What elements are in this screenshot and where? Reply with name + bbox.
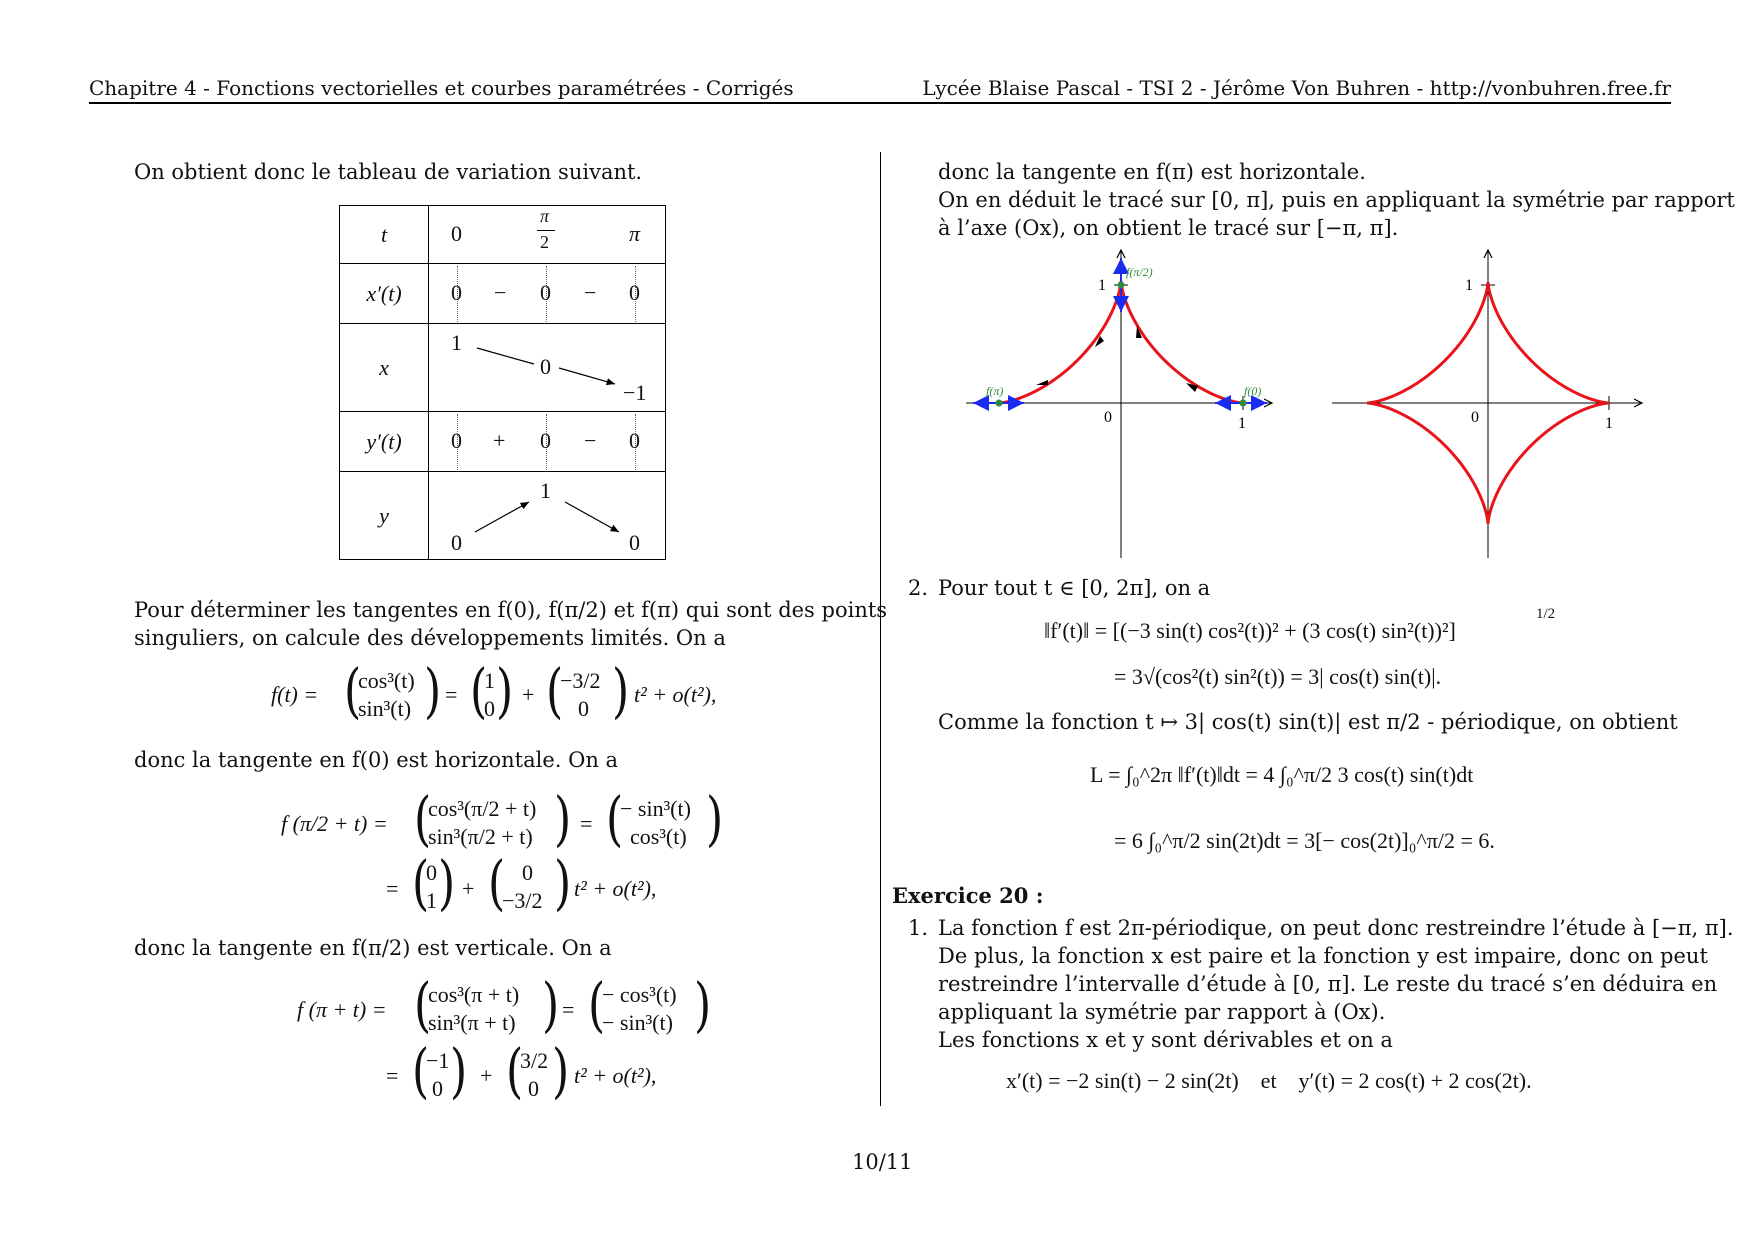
ex20-line2: De plus, la fonction x est paire et la fonction y est impaire, donc on peut	[938, 944, 1708, 968]
vec-bot: sin³(t)	[358, 696, 412, 721]
paren-right: )	[552, 1036, 570, 1106]
yp-val: 0	[629, 428, 640, 453]
paren-right: )	[450, 1036, 468, 1106]
derivative-eq: x′(t) = −2 sin(t) − 2 sin(2t) et y′(t) = 2 cos(t) + 2 cos(2t).	[1006, 1068, 1532, 1093]
eq3-vector-2	[588, 970, 712, 1040]
fig2-label-y1: 1	[1465, 277, 1473, 294]
paren-left: (	[506, 1036, 524, 1106]
eq2-vector-2	[606, 784, 724, 854]
figure-full-astroid	[1328, 240, 1648, 560]
table-row-label-yp: y′(t)	[366, 428, 402, 454]
x-start: 1	[451, 330, 462, 355]
eq3-plus: +	[480, 1063, 493, 1088]
paren-right: )	[706, 784, 724, 854]
eq3-equals: =	[562, 997, 575, 1022]
eq2-vector-3	[412, 848, 456, 918]
eq1-equals: =	[445, 682, 458, 707]
yp-sign: −	[584, 428, 597, 453]
x-arrows	[429, 324, 665, 412]
increase-arrow	[475, 502, 529, 532]
fig1-label-x0: 0	[1104, 409, 1112, 426]
paren-right: )	[612, 656, 630, 726]
vec-top: − cos³(t)	[602, 982, 677, 1007]
table-row-label-y: y	[379, 502, 389, 528]
fig2-label-x1: 1	[1605, 415, 1613, 432]
norm-exp: 1/2	[1536, 606, 1556, 622]
eq1-lhs: f(t) =	[271, 682, 319, 707]
exercise-20-title: Exercice 20 :	[892, 883, 1044, 908]
xp-sign: −	[584, 280, 597, 305]
ex20-line5: Les fonctions x et y sont dérivables et on a	[938, 1028, 1393, 1052]
paren-right: )	[542, 970, 560, 1040]
vec-bot: 0	[432, 1076, 443, 1101]
point-fpi	[996, 400, 1003, 407]
xp-val: 0	[451, 280, 462, 305]
paren-left: (	[414, 970, 432, 1040]
eq1-vector-3	[546, 656, 630, 726]
fig1-label-y1: 1	[1098, 277, 1106, 294]
eq2-equals: =	[580, 811, 593, 836]
eq3-vector-4	[506, 1036, 570, 1106]
yp-val: 0	[451, 428, 462, 453]
para1-line2: singuliers, on calcule des développements limités. On a	[134, 626, 726, 650]
ex20-line3: restreindre l’intervalle d’étude à [0, π]. Le reste du tracé s’en déduira en	[938, 972, 1718, 996]
vec-bot: 0	[578, 696, 589, 721]
yp-val: 0	[540, 428, 551, 453]
eq2-equals-2: =	[386, 876, 399, 901]
paren-right: )	[554, 848, 572, 918]
vec-top: − sin³(t)	[620, 796, 691, 821]
eq1-vector-2	[470, 656, 514, 726]
y-top: 1	[540, 478, 551, 503]
tangent-at-0: donc la tangente en f(0) est horizontale. On a	[134, 748, 619, 772]
fig1-label-x1: 1	[1238, 415, 1246, 432]
paren-left: (	[546, 656, 564, 726]
ex20-line1: La fonction f est 2π-périodique, on peut donc restreindre l’étude à [−π, π].	[938, 916, 1734, 940]
paren-left: (	[588, 970, 606, 1040]
table-t-den: 2	[540, 232, 549, 252]
table-t-num: π	[540, 206, 550, 226]
vec-bot: 0	[528, 1076, 539, 1101]
point-f0	[1240, 400, 1247, 407]
eq3-equals-2: =	[386, 1063, 399, 1088]
fraction-bar	[537, 230, 555, 231]
page-number: 10/11	[852, 1150, 913, 1174]
paren-left: (	[412, 848, 430, 918]
paren-left: (	[412, 1036, 430, 1106]
eq1-vector-1	[344, 656, 442, 726]
xp-val: 0	[629, 280, 640, 305]
vec-bot: sin³(π + t)	[428, 1010, 516, 1035]
y-left: 0	[451, 530, 462, 555]
table-row-label-x: x	[379, 354, 389, 380]
vec-top: 3/2	[520, 1048, 549, 1073]
header-left: Chapitre 4 - Fonctions vectorielles et courbes paramétrées - Corrigés	[89, 76, 794, 100]
right-line3: à l’axe (Ox), on obtient le tracé sur [−π, π].	[938, 216, 1399, 240]
paren-left: (	[470, 656, 488, 726]
decrease-arrow	[477, 348, 534, 364]
xp-sign: −	[494, 280, 507, 305]
paren-right: )	[694, 970, 712, 1040]
right-line1: donc la tangente en f(π) est horizontale.	[938, 160, 1366, 184]
direction-arrowhead	[1036, 380, 1048, 385]
column-divider	[880, 152, 881, 1106]
eq1-tail: t² + o(t²),	[634, 682, 717, 707]
fig2-label-x0: 0	[1471, 409, 1479, 426]
vec-bot: 1	[426, 888, 437, 913]
intro-text: On obtient donc le tableau de variation suivant.	[134, 160, 643, 184]
vec-top: cos³(π/2 + t)	[428, 796, 537, 821]
yp-sign: +	[493, 428, 506, 453]
paren-left: (	[414, 784, 432, 854]
header-right: Lycée Blaise Pascal - TSI 2 - Jérôme Von Buhren - http://vonbuhren.free.fr	[922, 76, 1671, 100]
vec-bot: − sin³(t)	[602, 1010, 673, 1035]
vec-bot: sin³(π/2 + t)	[428, 824, 533, 849]
norm-eq1: ‖f′(t)‖ = [(−3 sin(t) cos²(t))² + (3 cos(t) sin²(t))²]	[1044, 618, 1456, 643]
vec-top: 0	[522, 860, 533, 885]
norm-eq2: = 3√(cos²(t) sin²(t)) = 3| cos(t) sin(t)|.	[1114, 664, 1442, 689]
paren-right: )	[424, 656, 442, 726]
table-t0: 0	[451, 221, 462, 246]
y-right: 0	[629, 530, 640, 555]
paren-left: (	[606, 784, 624, 854]
figure-half-astroid	[960, 240, 1280, 560]
header-rule	[89, 102, 1671, 104]
eq1-plus: +	[522, 682, 535, 707]
variation-table	[339, 205, 666, 560]
paren-right: )	[554, 784, 572, 854]
eq2-vector-4	[488, 848, 572, 918]
paren-right: )	[438, 848, 456, 918]
ex20-line4: appliquant la symétrie par rapport à (Ox).	[938, 1000, 1386, 1024]
comme-text: Comme la fonction t ↦ 3| cos(t) sin(t)| est π/2 - périodique, on obtient	[938, 710, 1678, 734]
length-eq2: = 6 ∫₀^π/2 sin(2t)dt = 3[− cos(2t)]₀^π/2 = 6.	[1114, 828, 1495, 853]
eq3-vector-1	[414, 970, 560, 1040]
vec-top: 1	[484, 668, 495, 693]
paren-right: )	[496, 656, 514, 726]
vec-bot: −3/2	[502, 888, 543, 913]
label-f-0: f(0)	[1244, 384, 1262, 398]
vec-top: −1	[426, 1048, 450, 1073]
table-row-label-t: t	[380, 221, 388, 247]
paren-left: (	[344, 656, 362, 726]
vec-top: −3/2	[560, 668, 601, 693]
ex20-item1-number: 1.	[908, 916, 929, 940]
tangent-at-pi2: donc la tangente en f(π/2) est verticale. On a	[134, 936, 612, 960]
item2-text: Pour tout t ∈ [0, 2π], on a	[938, 576, 1211, 600]
decrease-arrow	[565, 502, 619, 532]
paren-left: (	[488, 848, 506, 918]
eq3-tail: t² + o(t²),	[574, 1063, 657, 1088]
table-tpi: π	[629, 221, 641, 246]
vec-top: 0	[426, 860, 437, 885]
label-f-pi2: f(π/2)	[1126, 265, 1153, 279]
vec-top: cos³(π + t)	[428, 982, 520, 1007]
eq3-lhs: f (π + t) =	[297, 997, 387, 1022]
vec-bot: cos³(t)	[630, 824, 687, 849]
table-row-label-xp: x′(t)	[366, 280, 402, 306]
label-f-pi: f(π)	[986, 384, 1004, 398]
x-mid: 0	[540, 354, 551, 379]
xp-val: 0	[540, 280, 551, 305]
para1-line1: Pour déterminer les tangentes en f(0), f(π/2) et f(π) qui sont des points	[134, 598, 888, 622]
x-end: −1	[623, 380, 647, 405]
length-eq1: L = ∫₀^2π ‖f′(t)‖dt = 4 ∫₀^π/2 3 cos(t) sin(t)dt	[1090, 762, 1474, 787]
decrease-arrow	[559, 368, 615, 384]
y-arrows	[429, 472, 665, 560]
eq2-tail: t² + o(t²),	[574, 876, 657, 901]
vec-top: cos³(t)	[358, 668, 415, 693]
eq2-vector-1	[414, 784, 572, 854]
vec-bot: 0	[484, 696, 495, 721]
eq2-plus: +	[462, 876, 475, 901]
eq2-lhs: f (π/2 + t) =	[281, 811, 388, 836]
item2-number: 2.	[908, 576, 929, 600]
right-line2: On en déduit le tracé sur [0, π], puis en appliquant la symétrie par rapport	[938, 188, 1735, 212]
point-fpi2	[1118, 282, 1125, 289]
eq3-vector-3	[412, 1036, 468, 1106]
